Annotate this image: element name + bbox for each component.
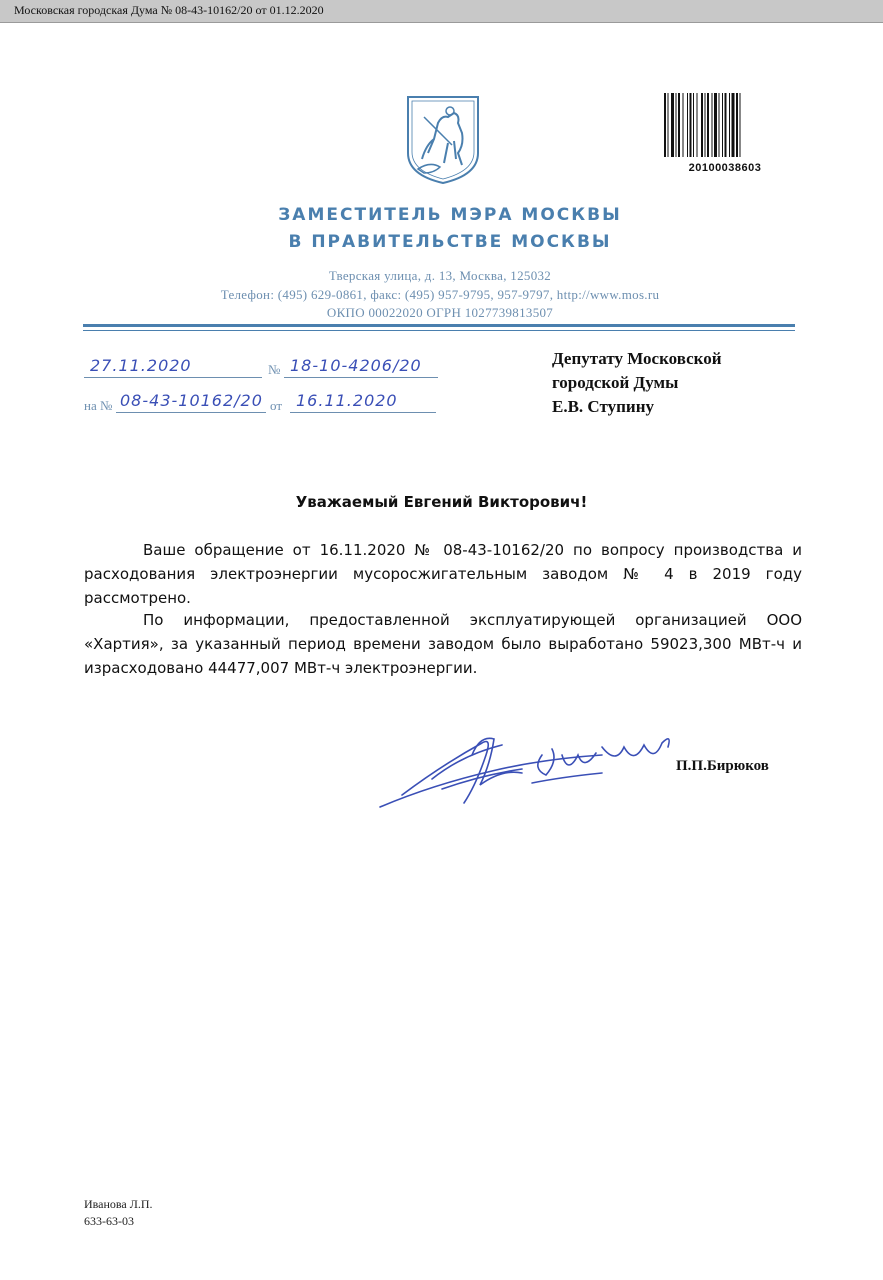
barcode-bar (671, 93, 674, 157)
barcode-bar (736, 93, 738, 157)
org-codes: ОКПО 00022020 ОГРН 1027739813507 (326, 305, 554, 320)
barcode-bar (722, 93, 723, 157)
letterhead-rule-thin (83, 330, 795, 331)
handwritten-signature (372, 725, 692, 817)
body-paragraph-1: Ваше обращение от 16.11.2020 № 08-43-10162/20 по вопросу производства и расходования электроэнергии мусоросжигательным заводом № 4 в 2019 году рассмотрено. (84, 541, 802, 607)
body-paragraph-2: По информации, предоставленной эксплуатирующей организацией ООО «Хартия», за указанный период времени заводом было выработано 59023,300 МВт-ч и израсходовано 44477,007 МВт-ч электроэнергии. (84, 611, 802, 677)
barcode-bar (732, 93, 735, 157)
signer-name: П.П.Бирюков (676, 758, 769, 774)
org-title-line1: ЗАМЕСТИТЕЛЬ МЭРА МОСКВЫ (278, 205, 622, 225)
number-underline (284, 377, 438, 378)
moscow-coat-of-arms-icon (404, 93, 482, 185)
executor-info (84, 1196, 153, 1230)
barcode (662, 93, 788, 157)
org-address: Тверская улица, д. 13, Москва, 125032 (328, 268, 552, 283)
barcode-bar (725, 93, 727, 157)
barcode-bar (693, 93, 694, 157)
salutation: Уважаемый Евгений Викторович! (295, 493, 588, 511)
barcode-bar (712, 93, 713, 157)
barcode-bar (664, 93, 666, 157)
reference-underline (116, 412, 266, 413)
barcode-bar (701, 93, 703, 157)
barcode-bar (714, 93, 717, 157)
barcode-bar (697, 93, 698, 157)
barcode-number: 20100038603 (688, 162, 762, 174)
document-title-bar (0, 0, 883, 23)
reference-number: 08-43-10162/20 (120, 391, 263, 410)
executor-name: Иванова Л.П. (84, 1197, 153, 1211)
addressee-block (552, 347, 722, 419)
barcode-bar (668, 93, 669, 157)
executor-phone: 633-63-03 (84, 1214, 134, 1228)
barcode-bar (740, 93, 741, 157)
document-title: Московская городская Дума № 08-43-10162/20 от 01.12.2020 (14, 3, 324, 17)
barcode-bar (676, 93, 677, 157)
barcode-bar (687, 93, 688, 157)
letterhead-rule-thick (83, 324, 795, 327)
org-contacts: Телефон: (495) 629-0861, факс: (495) 957-9795, 957-9797, http://www.mos.ru (220, 287, 660, 302)
reference-date-underline (290, 412, 436, 413)
outgoing-number: 18-10-4206/20 (290, 356, 422, 375)
barcode-bar (729, 93, 730, 157)
reference-date-label: от (270, 398, 283, 413)
barcode-bar (705, 93, 706, 157)
outgoing-number-label: № (268, 362, 281, 377)
org-title-line2: В ПРАВИТЕЛЬСТВЕ МОСКВЫ (288, 232, 612, 252)
barcode-bar (707, 93, 709, 157)
addressee-line1: Депутату Московской (552, 349, 722, 368)
addressee-line2: городской Думы (552, 373, 679, 392)
date-underline (84, 377, 262, 378)
reference-number-label: на № (84, 398, 113, 413)
barcode-bar (678, 93, 680, 157)
outgoing-date: 27.11.2020 (90, 356, 192, 375)
barcode-bar (690, 93, 692, 157)
barcode-bar (683, 93, 684, 157)
barcode-bar (719, 93, 720, 157)
reference-date: 16.11.2020 (296, 391, 398, 410)
addressee-line3: Е.В. Ступину (552, 397, 654, 416)
